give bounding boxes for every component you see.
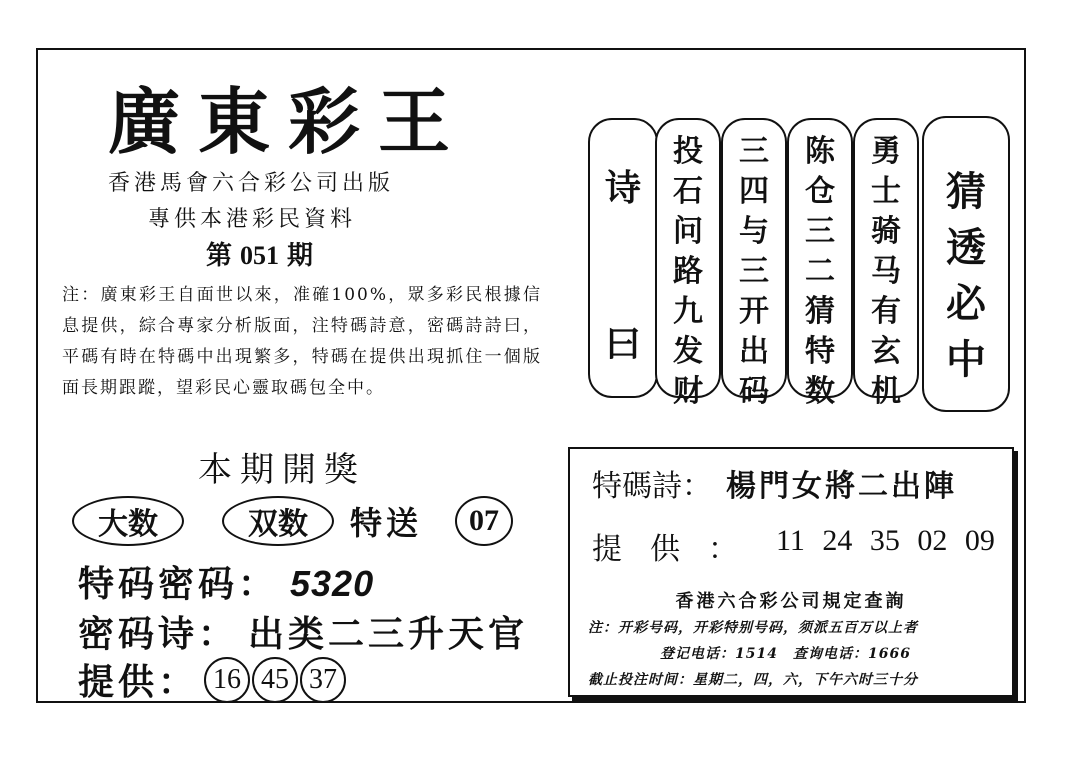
guess-char: 透 <box>946 224 986 271</box>
poem-char: 三 <box>739 134 769 169</box>
poem-char: 问 <box>673 214 703 249</box>
poem-column-1 <box>655 118 721 409</box>
poem-char: 投 <box>673 134 703 169</box>
poem-char: 马 <box>871 254 901 289</box>
poem-char: 特 <box>805 334 835 369</box>
poem-char: 出 <box>739 334 769 369</box>
poem-char: 骑 <box>871 214 901 249</box>
guess-char: 中 <box>946 336 986 383</box>
guess-scroll <box>922 116 1010 412</box>
poem-char: 猜 <box>805 294 835 329</box>
poem-char: 有 <box>871 294 901 329</box>
provide-number: 45 <box>252 657 298 703</box>
poem-char: 三 <box>739 254 769 289</box>
issue-suffix: 期 <box>287 241 314 271</box>
poem-char: 发 <box>673 334 703 369</box>
poem-char: 勇 <box>871 134 901 169</box>
poem-scroll-bottom: 曰 <box>604 323 641 365</box>
info-note-2: 登记电话：1514 查询电话：1666 <box>660 646 911 662</box>
lottery-sheet <box>36 48 1026 703</box>
poem-char: 路 <box>673 254 703 289</box>
issue-number <box>206 235 313 272</box>
poem-char: 九 <box>673 294 703 329</box>
info-note-3: 截止投注时间：星期二，四，六，下午六时三十分 <box>588 672 918 688</box>
secret-poem-label: 密码诗： <box>78 613 239 655</box>
poem-char: 二 <box>805 254 835 289</box>
poem-char: 玄 <box>871 334 901 369</box>
poem-char: 开 <box>739 294 769 329</box>
issue-prefix: 第 <box>206 241 233 271</box>
poem-column-2 <box>721 118 787 409</box>
special-poem-value: 楊門女將二出陣 <box>726 469 957 504</box>
poem-char: 财 <box>673 374 703 409</box>
double-number-badge: 双数 <box>222 496 334 546</box>
info-provide-label: 提供： <box>592 532 766 567</box>
special-number-badge: 07 <box>455 496 513 546</box>
special-poem-line <box>592 461 957 505</box>
note-paragraph: 注：廣東彩王自面世以來，准確100%，眾多彩民根據信息提供，綜合專家分析版面，注特碼詩意，密碼詩詩曰，平碼有時在特碼中出現繁多，特碼在提供出現抓住一個版面長期跟蹤，望彩民心靈取碼包全中。 <box>62 285 542 398</box>
info-box <box>568 447 1014 697</box>
provide-label: 提供： <box>78 661 199 703</box>
guess-char: 猜 <box>946 168 986 215</box>
poem-char: 机 <box>871 374 901 409</box>
info-provide-numbers: 11 24 35 02 09 <box>776 524 995 557</box>
publisher-line-2: 專供本港彩民資料 <box>148 207 357 232</box>
provide-number: 16 <box>204 657 250 703</box>
special-label: 特送 <box>350 504 423 542</box>
guess-char: 必 <box>946 280 986 327</box>
secret-poem-value: 出类二三升天官 <box>248 613 529 655</box>
poem-char: 与 <box>739 214 769 249</box>
secret-poem-line <box>78 606 528 657</box>
big-number-badge: 大数 <box>72 496 184 546</box>
draw-title: 本期開獎 <box>198 450 366 490</box>
poem-scroll <box>588 118 658 398</box>
poem-char: 士 <box>871 174 901 209</box>
poem-char: 仓 <box>805 174 835 209</box>
poem-scroll-top: 诗 <box>604 167 641 209</box>
special-poem-label: 特碼詩： <box>592 469 712 504</box>
poem-char: 石 <box>673 174 703 209</box>
poem-column-4 <box>853 118 919 409</box>
provide-number: 37 <box>300 657 346 703</box>
poem-char: 码 <box>739 374 769 409</box>
company-heading: 香港六合彩公司規定查詢 <box>675 591 907 612</box>
poem-column-3 <box>787 118 853 409</box>
poem-char: 陈 <box>805 134 835 169</box>
poem-char: 四 <box>739 174 769 209</box>
info-note-1: 注：开彩号码，开彩特别号码，须派五百万以上者 <box>588 620 918 636</box>
secret-code-label: 特码密码： <box>78 563 279 605</box>
poem-char: 数 <box>805 374 835 409</box>
secret-code-line <box>78 556 374 607</box>
info-provide-line <box>592 524 995 568</box>
issue-value: 051 <box>240 241 280 270</box>
provide-row <box>78 654 348 705</box>
secret-code-value: 5320 <box>290 563 375 604</box>
page-title: 廣東彩王 <box>108 79 469 164</box>
publisher-line-1: 香港馬會六合彩公司出版 <box>108 171 395 196</box>
poem-char: 三 <box>805 214 835 249</box>
